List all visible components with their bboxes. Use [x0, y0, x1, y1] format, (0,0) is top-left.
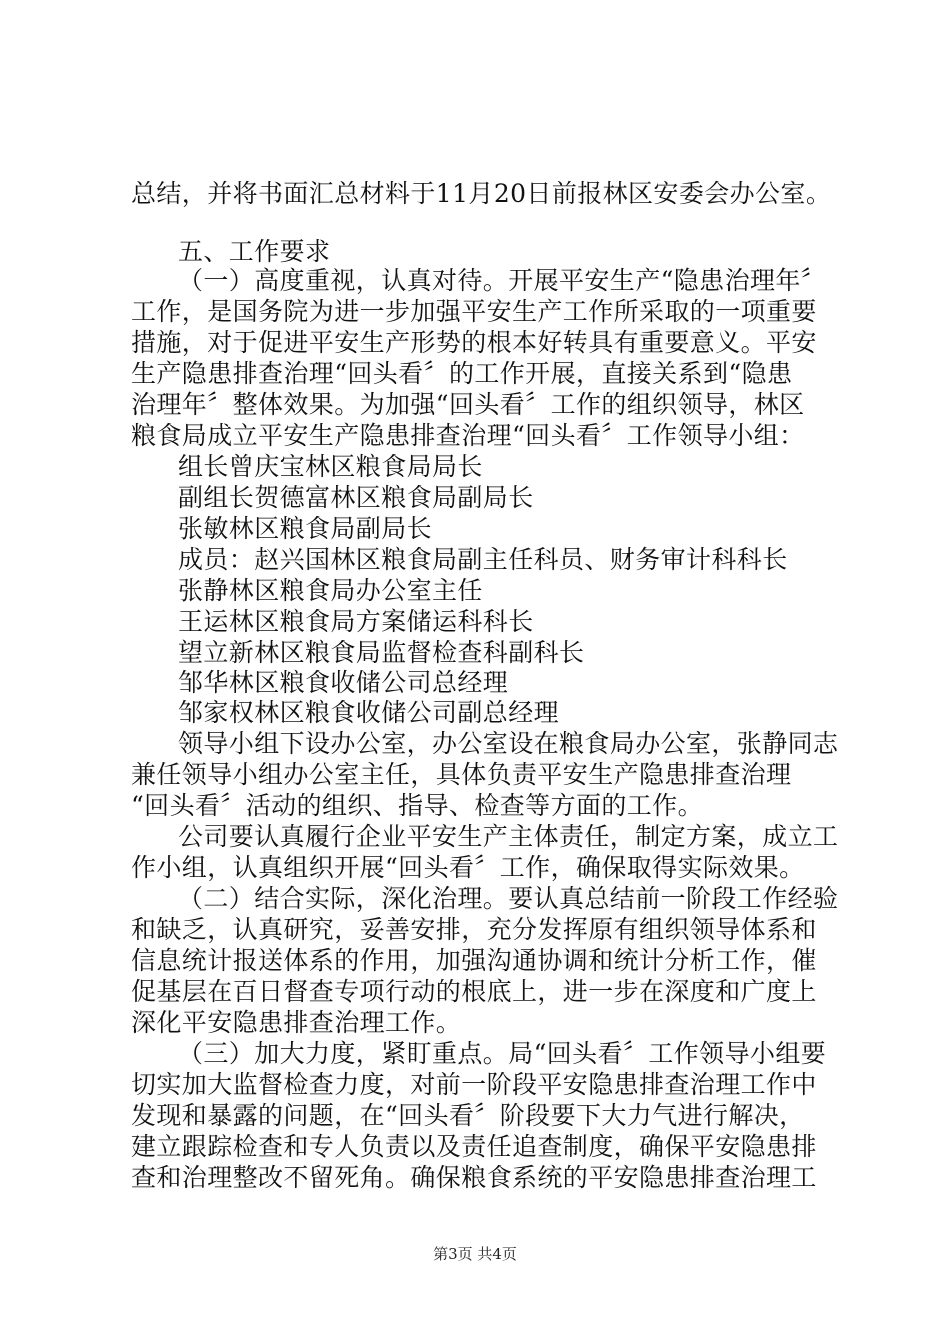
member-line: 副组长贺德富林区粮食局副局长 — [178, 483, 534, 512]
paragraph-line: 粮食局成立平安生产隐患排查治理“回头看〞工作领导小组： — [131, 421, 805, 450]
member-line: 组长曾庆宝林区粮食局局长 — [178, 452, 483, 481]
member-line: 成员：赵兴国林区粮食局副主任科员、财务审计科科长 — [178, 545, 788, 574]
paragraph-line: 兼任领导小组办公室主任，具体负责平安生产隐患排查治理 — [131, 760, 792, 789]
member-line: 张敏林区粮食局副局长 — [178, 514, 433, 543]
paragraph-line: 促基层在百日督查专项行动的根底上，进一步在深度和广度上 — [131, 977, 817, 1006]
member-line: 邹华林区粮食收储公司总经理 — [178, 668, 509, 697]
paragraph-line: 领导小组下设办公室，办公室设在粮食局办公室，张静同志 — [178, 729, 839, 758]
paragraph-line: （三）加大力度，紧盯重点。局“回头看〞工作领导小组要 — [178, 1039, 827, 1068]
paragraph-line: 建立跟踪检查和专人负责以及责任追查制度，确保平安隐患排 — [131, 1132, 817, 1161]
member-line: 望立新林区粮食局监督检查科副科长 — [178, 638, 585, 667]
member-line: 张静林区粮食局办公室主任 — [178, 576, 483, 605]
page-footer: 第3页 共4页 — [433, 1245, 517, 1263]
paragraph-line: 工作，是国务院为进一步加强平安生产工作所采取的一项重要 — [131, 297, 817, 326]
paragraph-line: 总结，并将书面汇总材料于11月20日前报林区安委会办公室。 — [131, 179, 832, 208]
paragraph-line: 治理年〞整体效果。为加强“回头看〞工作的组织领导，林区 — [131, 390, 805, 419]
paragraph-line: 生产隐患排查治理“回头看〞的工作开展，直接关系到“隐患 — [131, 359, 793, 388]
member-line: 王运林区粮食局方案储运科科长 — [178, 607, 534, 636]
paragraph-line: 和缺乏，认真研究，妥善安排，充分发挥原有组织领导体系和 — [131, 915, 817, 944]
paragraph-line: 公司要认真履行企业平安生产主体责任，制定方案，成立工 — [178, 822, 839, 851]
paragraph-line: 切实加大监督检查力度，对前一阶段平安隐患排查治理工作中 — [131, 1070, 817, 1099]
paragraph-line: （二）结合实际，深化治理。要认真总结前一阶段工作经验 — [178, 884, 839, 913]
member-line: 邹家权林区粮食收储公司副总经理 — [178, 698, 560, 727]
paragraph-line: 信息统计报送体系的作用，加强沟通协调和统计分析工作，催 — [131, 946, 817, 975]
paragraph-line: “回头看〞活动的组织、指导、检查等方面的工作。 — [131, 791, 703, 820]
paragraph-line: （一）高度重视，认真对待。开展平安生产“隐患治理年〞 — [178, 266, 827, 295]
paragraph-line: 作小组，认真组织开展“回头看〞工作，确保取得实际效果。 — [131, 853, 805, 882]
paragraph-line: 查和治理整改不留死角。确保粮食系统的平安隐患排查治理工 — [131, 1163, 817, 1192]
section-heading: 五、工作要求 — [178, 237, 331, 266]
paragraph-line: 深化平安隐患排查治理工作。 — [131, 1008, 462, 1037]
paragraph-line: 发现和暴露的问题，在“回头看〞阶段要下大力气进行解决， — [131, 1101, 805, 1130]
paragraph-line: 措施，对于促进平安生产形势的根本好转具有重要意义。平安 — [131, 328, 817, 357]
